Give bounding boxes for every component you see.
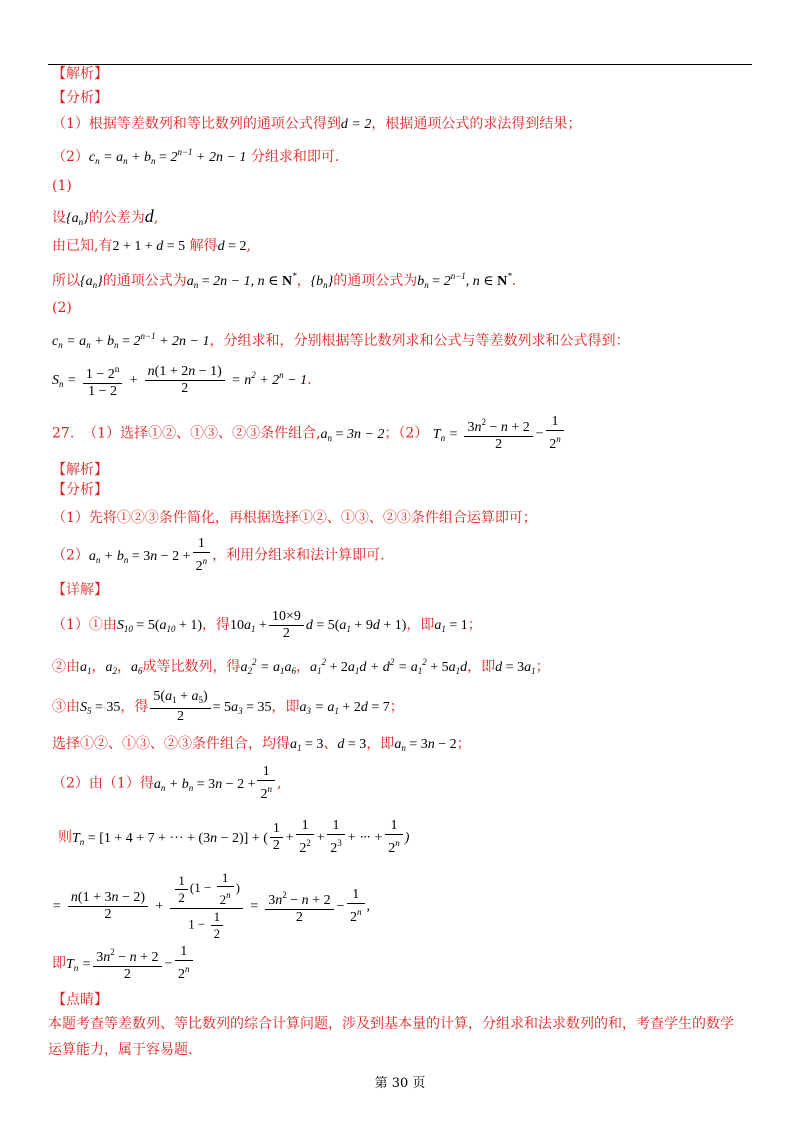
q27-comment-2: 运算能力，属于容易题. xyxy=(48,1042,193,1058)
jiexi-heading: 【解析】 xyxy=(52,66,108,82)
q27-comment-1: 本题考查等差数列、等比数列的综合计算问题，涉及到基本量的计算，分组求和法求数列的和，考查学生的数学 xyxy=(48,1016,734,1032)
q26-part2-label: (2) xyxy=(52,300,72,316)
page-footer: 第 30 页 xyxy=(374,1076,426,1091)
q26-analysis-1: （1）根据等差数列和等比数列的通项公式得到d = 2，根据通项公式的求法得到结果； xyxy=(52,116,582,132)
q27-detail-5: （2）由（1）得$a_n + b_n = 3n - 2$ + $\frac{1}{2^n}$ , xyxy=(52,764,282,802)
q26-line-so: 所以$\{a_n\}$的通项公式为$a_n = 2n - 1$, n ∈ N*，$\{b_n\}$的通项公式为$b_n = 2^{n-1}$, n ∈ N*. xyxy=(52,271,517,290)
q27-detail-6: 则$T_n = [1 + 4 + 7$ + ··· + (3n − 2)] + ( $\frac{1}{2}$ + $\frac{1}{2^2}$ + $\frac{1}{2^3}$ + ··· + $\frac{1}{2^n}$ ) xyxy=(58,818,410,856)
q27-analysis-1: （1）先将①②③条件简化，再根据选择①②、①③、②③条件组合运算即可； xyxy=(52,510,537,526)
q27-detail-7: = $\frac{n(1 + 3n - 2)}{2}$ + $\frac{1}{2}$ (1 − $\frac{1}{2^n}$ ) 1 − $\frac{1}{2}$ = $\frac{3n^2 - n + 2}{2}$ − $\frac{1}{2^n}$ , xyxy=(52,870,371,941)
q26-line-set: 设$\{a_n\}$的公差为d, xyxy=(52,206,159,227)
q27-detail-8: 即$T_n$ = $\frac{3n^2 - n + 2}{2}$ − $\frac{1}{2^n}$ xyxy=(52,944,195,987)
q27-answer: 27. （1）选择①②、①③、②③条件组合$,a_n = 3n - 2$；（2） $T_n$ = $\frac{3n^2 - n + 2}{2}$ − $\frac{1}{2^n}$ xyxy=(52,414,566,457)
q26-analysis-2: $(2)c_n = a_n + b_n = 2^{n-1} + 2n - 1$ 分组求和即可. xyxy=(52,147,340,166)
q27-detail-1: （1）①由$S_{10} = 5(a_{10} + 1)$，得$10a_1$ + $\frac{10\times 9}{2}$ $d = 5(a_1 + 9d + 1)$，即$a_1 = 1$； xyxy=(52,608,482,641)
q26-line-c: $c_n = a_n + b_n = 2^{n-1} + 2n - 1$，分组求和，分别根据等比数列求和公式与等差数列求和公式得到： xyxy=(52,331,630,350)
q27-detail-3: ③由$S_5 = 35$，得 $\frac{5(a_1 + a_5)}{2}$ = $5a_3 = 35$，即$a_3 = a_1 + 2d = 7$； xyxy=(52,689,404,724)
q26-sum-formula: $S_n$ = $\frac{1 - 2^n}{1 - 2}$ + $\frac{n(1 + 2n - 1)}{2}$ = $n^2 + 2^n - 1$. xyxy=(52,356,312,403)
q27-fenxi-heading: 【分析】 xyxy=(52,482,108,498)
q26-part1-label: (1) xyxy=(52,178,72,194)
q27-detail-2: ②由$a_1$，$a_2$，$a_6$成等比数列，得$a_2^2 = a_1a_6$，$a_1^2 + 2a_1d + d^2 = a_1^2 + 5a_1d$，即$d = 3a_1$； xyxy=(52,657,550,676)
header-rule xyxy=(48,64,752,65)
q27-analysis-2: $(2)a_n + b_n = 3n - 2$ + $\frac{1}{2^n}$ ，利用分组求和法计算即可. xyxy=(52,536,385,574)
q26-line-known: 由已知,有2 + 1 + d = 5 解得d = 2, xyxy=(52,238,251,254)
q27-xiangjie-heading: 【详解】 xyxy=(52,582,108,598)
fenxi-heading: 【分析】 xyxy=(52,90,108,106)
q27-jiexi-heading: 【解析】 xyxy=(52,462,108,478)
q27-dianjing-heading: 【点睛】 xyxy=(52,992,108,1008)
q27-detail-4: 选择①②、①③、②③条件组合，均得$a_1 = 3$、d = 3，即$a_n = 3n - 2$； xyxy=(52,736,471,753)
